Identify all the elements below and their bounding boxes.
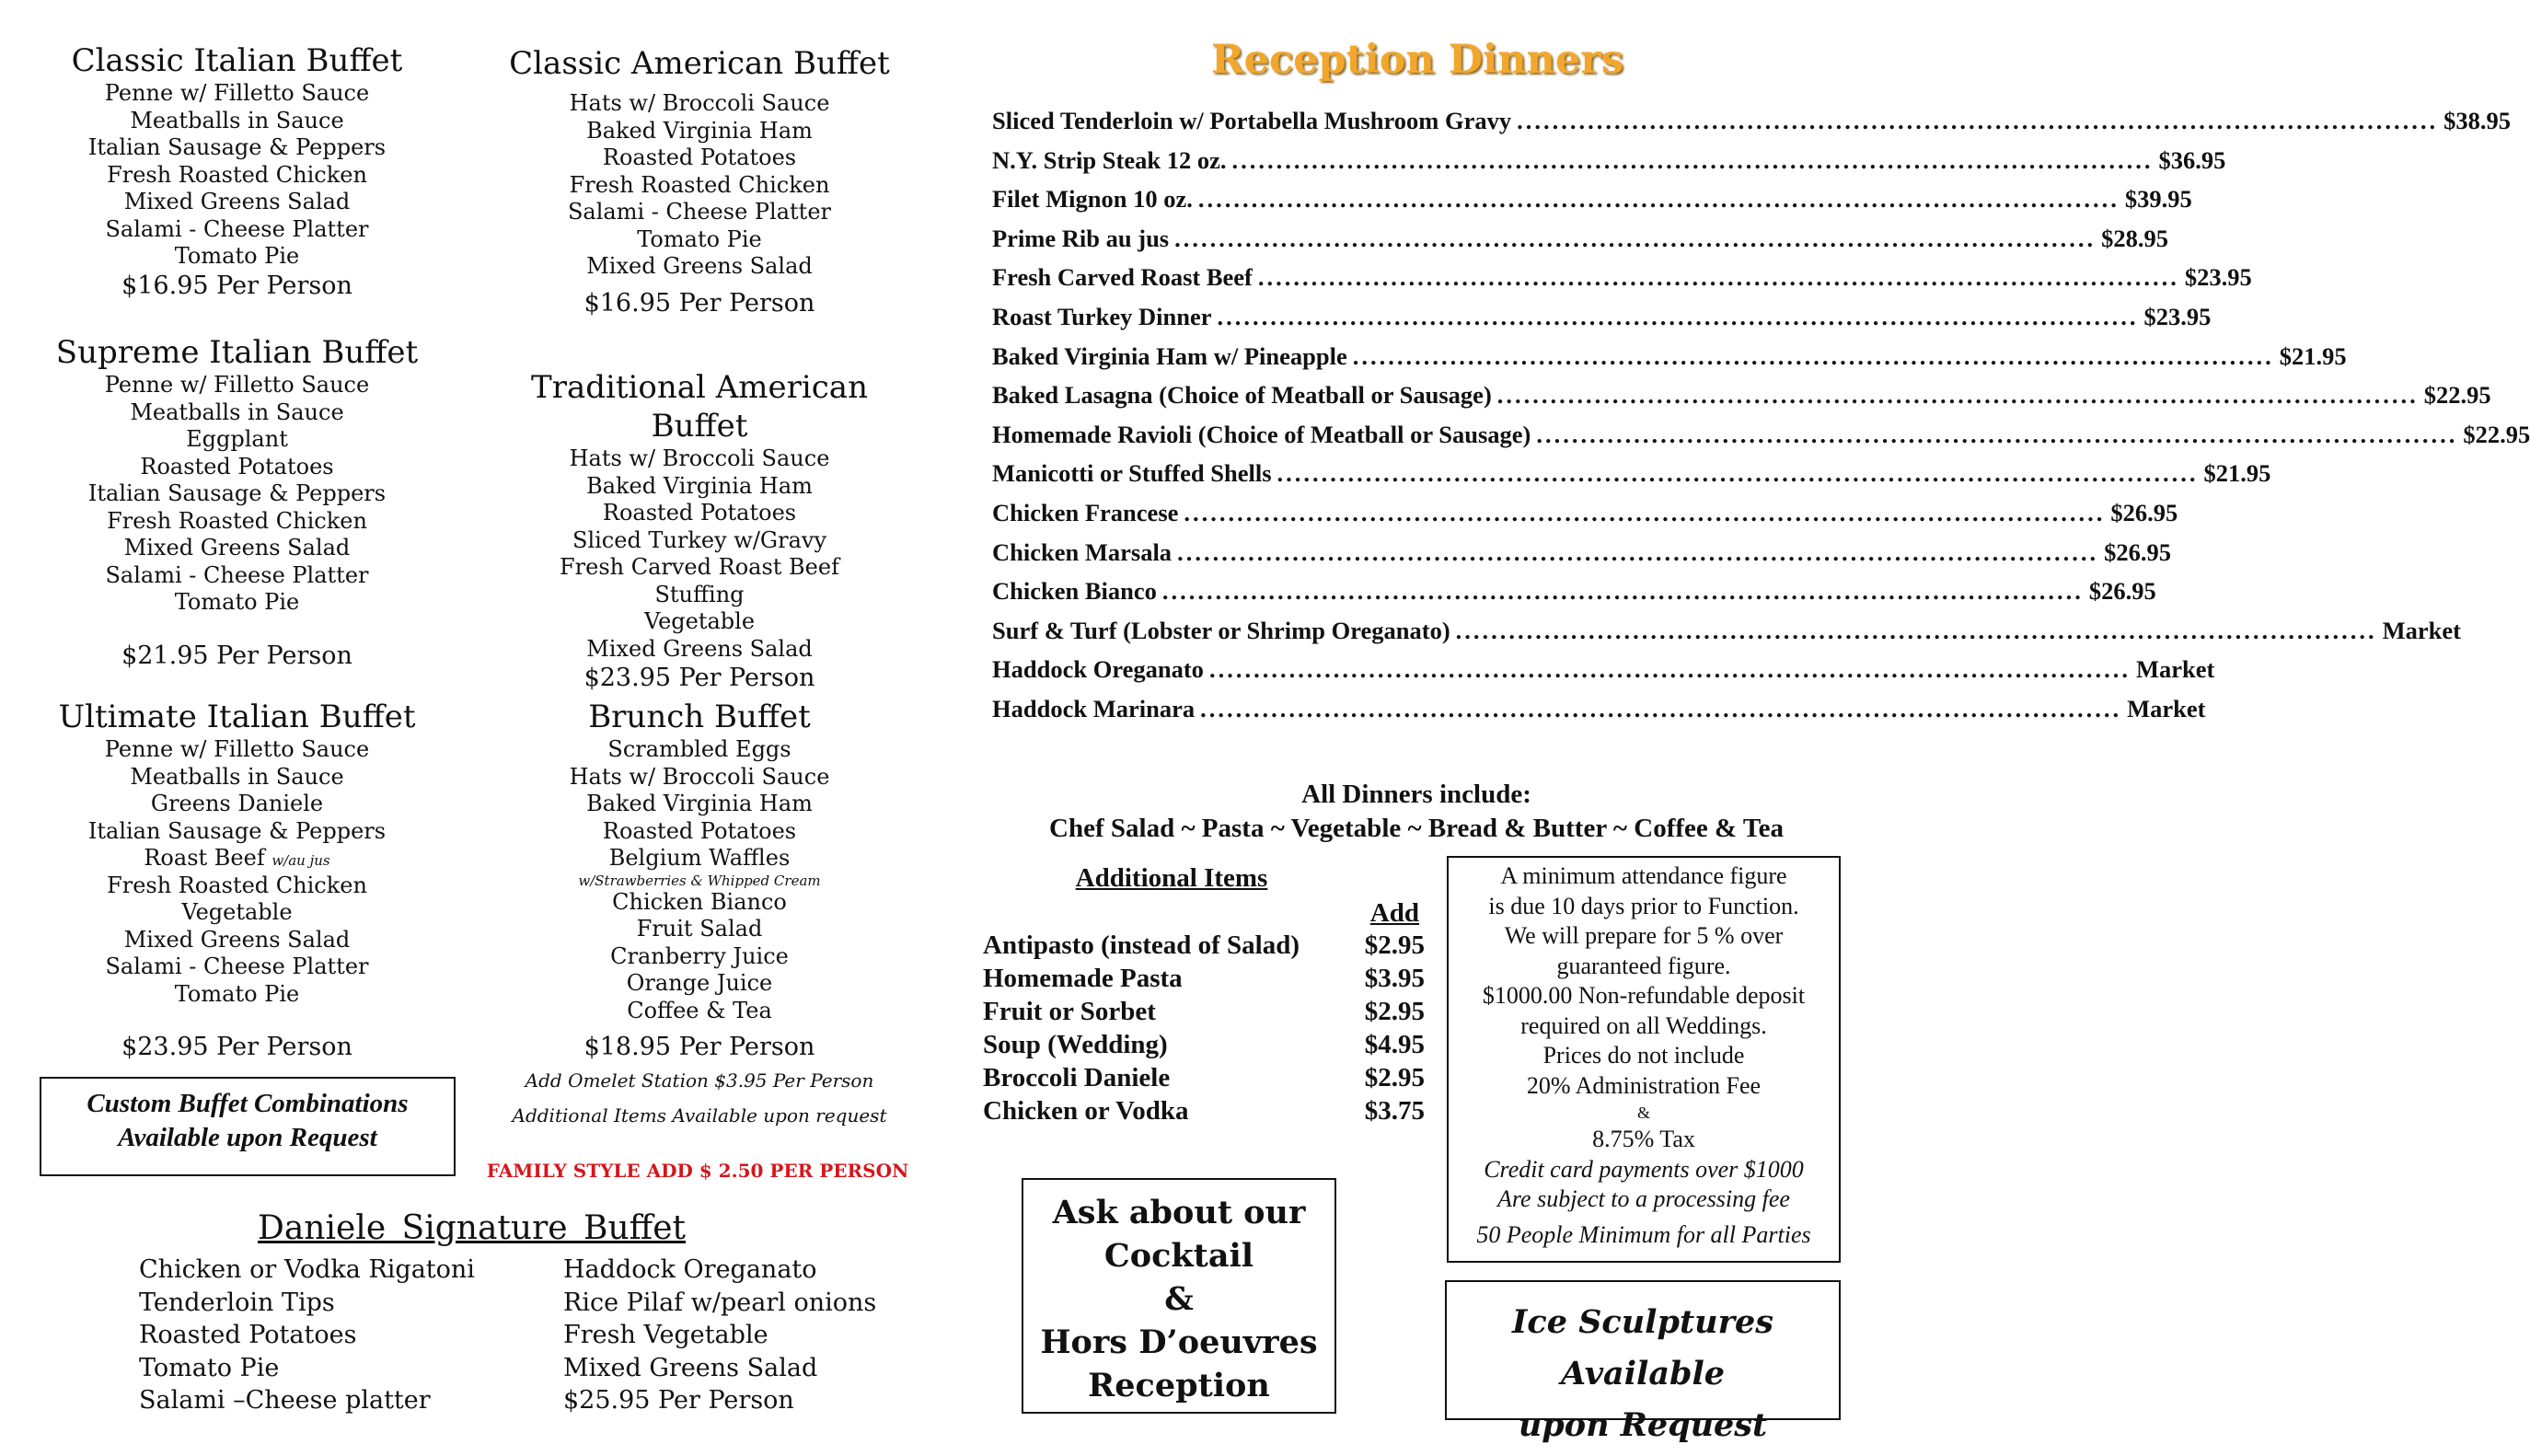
policy-italic-line: Credit card payments over $1000 — [1484, 1155, 1804, 1183]
dinner-row — [992, 498, 2178, 538]
menu-item: Italian Sausage & Peppers — [87, 480, 387, 506]
cocktail-line: Cocktail — [1103, 1237, 1254, 1275]
section-title: Traditional American Buffet — [531, 369, 868, 445]
section-title: Brunch Buffet — [588, 699, 811, 735]
additional-items-table — [983, 863, 1425, 1127]
cocktail-line: & — [1164, 1280, 1194, 1318]
additional-item-row — [983, 962, 1425, 995]
omelet-note: Add Omelet Station $3.95 Per Person — [525, 1069, 874, 1092]
section-title: Classic American Buffet — [509, 45, 890, 82]
cocktail-line: Hors D’oeuvres — [1040, 1323, 1318, 1361]
dot-leader: ........................................................................................................ — [1161, 577, 2084, 606]
policy-line: guaranteed figure. — [1556, 952, 1731, 979]
cocktail-reception-box — [1022, 1178, 1336, 1414]
menu-item: Fresh Carved Roast Beef — [560, 554, 839, 580]
menu-item: Italian Sausage & Peppers — [87, 817, 387, 844]
policy-line: $1000.00 Non-refundable deposit — [1482, 982, 1806, 1009]
dot-leader: ........................................................................................................ — [1496, 381, 2419, 410]
menu-item: Tomato Pie — [637, 225, 762, 252]
dinner-price: $26.95 — [2110, 498, 2178, 526]
additional-note: Additional Items Available upon request — [512, 1104, 887, 1127]
menu-item: Chicken Bianco — [612, 888, 787, 915]
traditional-american-buffet — [497, 368, 902, 694]
buffet-price: $23.95 Per Person — [583, 664, 815, 692]
dinner-name: Haddock Oreganato — [992, 655, 1204, 684]
dinner-name: N.Y. Strip Steak 12 oz. — [992, 145, 1227, 174]
signature-items-right — [563, 1254, 876, 1417]
dot-leader: ........................................................................................................ — [1517, 107, 2439, 134]
menu-item: Vegetable — [181, 899, 293, 925]
menu-item: Tomato Pie — [139, 1353, 280, 1382]
dinner-row — [992, 107, 2511, 146]
menu-item: Greens Daniele — [150, 791, 324, 816]
additional-item-price: $3.95 — [1364, 964, 1425, 993]
section-title: Supreme Italian Buffet — [55, 334, 419, 371]
policy-line: We will prepare for 5 % over — [1504, 922, 1784, 949]
dinner-price: $23.95 — [2184, 263, 2252, 292]
signature-price: $25.95 Per Person — [563, 1386, 794, 1415]
dinner-price: $21.95 — [2279, 341, 2347, 370]
dot-leader: ........................................................................................................ — [1217, 302, 2139, 330]
dot-leader: ........................................................................................................ — [1184, 498, 2106, 526]
menu-item: Stuffing — [654, 581, 745, 607]
custom-buffet-box — [40, 1077, 456, 1176]
dinner-name: Manicotti or Stuffed Shells — [992, 459, 1272, 488]
section-title: Ultimate Italian Buffet — [58, 699, 416, 735]
ice-line-1: Ice Sculptures Available — [1512, 1303, 1773, 1392]
waffle-note: w/Strawberries & Whipped Cream — [578, 872, 821, 889]
dinner-price: $26.95 — [2088, 577, 2156, 606]
dinner-price: $36.95 — [2158, 145, 2226, 174]
policy-box — [1447, 856, 1841, 1263]
ice-line-2: upon Request — [1518, 1406, 1768, 1444]
dinner-row — [992, 224, 2168, 264]
classic-italian-buffet — [55, 41, 419, 302]
signature-items-left — [139, 1254, 475, 1417]
menu-item-roast-beef — [55, 845, 419, 872]
menu-item: Meatballs in Sauce — [130, 763, 344, 790]
menu-item: Mixed Greens Salad — [123, 189, 351, 214]
dinner-name: Baked Lasagna (Choice of Meatball or Sausage) — [992, 381, 1492, 410]
dinner-name: Sliced Tenderloin w/ Portabella Mushroom Gravy — [992, 107, 1512, 134]
policy-ampersand: & — [1636, 1104, 1650, 1122]
policy-line: Prices do not include — [1542, 1042, 1745, 1069]
menu-item: Roasted Potatoes — [602, 144, 797, 170]
dinner-price: $26.95 — [2104, 537, 2171, 566]
policy-line: 20% Administration Fee — [1526, 1071, 1762, 1099]
family-style-note: FAMILY STYLE ADD $ 2.50 PER PERSON — [486, 1160, 909, 1182]
menu-item: Belgium Waffles — [608, 845, 791, 871]
policy-italic-line: Are subject to a processing fee — [1497, 1185, 1790, 1212]
dinner-price: $28.95 — [2101, 224, 2168, 252]
buffet-price: $16.95 Per Person — [121, 271, 352, 300]
menu-item: Tomato Pie — [174, 980, 300, 1007]
dinner-price: $21.95 — [2203, 459, 2271, 488]
menu-item: Salami - Cheese Platter — [105, 561, 369, 588]
menu-item: Hats w/ Broccoli Sauce — [569, 445, 830, 471]
dot-leader: ........................................................................................................ — [1277, 459, 2199, 488]
dinner-row — [992, 616, 2461, 656]
additional-item-name: Soup (Wedding) — [983, 1030, 1168, 1059]
dot-leader: ........................................................................................................ — [1257, 263, 2179, 292]
dinner-price: Market — [2135, 655, 2215, 684]
cocktail-line: Reception — [1088, 1367, 1270, 1404]
dot-leader: ........................................................................................................ — [1352, 341, 2274, 370]
policy-line: A minimum attendance figure — [1500, 862, 1787, 889]
dinner-row — [992, 185, 2192, 225]
dinner-name: Roast Turkey Dinner — [992, 302, 1212, 330]
menu-item: Baked Virginia Ham — [586, 117, 813, 144]
menu-item: Hats w/ Broccoli Sauce — [569, 763, 830, 790]
dinner-name: Homemade Ravioli (Choice of Meatball or Sausage) — [992, 420, 1531, 448]
classic-american-buffet — [497, 44, 902, 319]
additional-item-name: Chicken or Vodka — [983, 1096, 1189, 1126]
menu-item: Mixed Greens Salad — [586, 635, 813, 662]
dinner-row — [992, 381, 2491, 421]
dinner-name: Chicken Bianco — [992, 577, 1157, 606]
dinner-row — [992, 459, 2271, 499]
dinner-name: Baked Virginia Ham w/ Pineapple — [992, 341, 1347, 370]
menu-item: Baked Virginia Ham — [586, 472, 813, 499]
dinner-name: Filet Mignon 10 oz. — [992, 185, 1193, 214]
menu-item: Haddock Oreganato — [563, 1255, 817, 1284]
dot-leader: ........................................................................................................ — [1208, 655, 2131, 684]
menu-item: Fresh Roasted Chicken — [107, 161, 367, 188]
dinner-price: Market — [2382, 616, 2461, 644]
policy-tax: 8.75% Tax — [1592, 1126, 1695, 1152]
additional-item-name: Homemade Pasta — [983, 964, 1183, 993]
menu-item: Salami –Cheese platter — [139, 1386, 431, 1415]
menu-item: Tenderloin Tips — [139, 1288, 335, 1317]
dot-leader: ........................................................................................................ — [1174, 224, 2097, 252]
menu-item: Fresh Roasted Chicken — [569, 171, 830, 198]
dinner-price: $23.95 — [2143, 302, 2212, 330]
additional-item-price: $2.95 — [1364, 997, 1425, 1026]
menu-item: Fresh Vegetable — [563, 1321, 768, 1349]
policy-line: required on all Weddings. — [1520, 1011, 1767, 1039]
dinner-name: Chicken Francese — [992, 498, 1179, 526]
menu-item: Baked Virginia Ham — [586, 791, 813, 816]
buffet-price: $18.95 Per Person — [583, 1033, 815, 1061]
additional-item-price: $2.95 — [1364, 930, 1425, 960]
menu-item: Salami - Cheese Platter — [105, 215, 369, 242]
additional-item-price: $4.95 — [1364, 1030, 1425, 1059]
menu-item: Salami - Cheese Platter — [567, 199, 831, 225]
menu-item: Mixed Greens Salad — [123, 535, 351, 560]
dinner-row — [992, 537, 2171, 578]
additional-item-name: Broccoli Daniele — [983, 1063, 1171, 1092]
menu-item: Roasted Potatoes — [140, 453, 334, 480]
custom-line-1: Custom Buffet Combinations — [87, 1089, 409, 1118]
menu-item: Rice Pilaf w/pearl onions — [563, 1288, 877, 1317]
supreme-italian-buffet — [55, 333, 419, 672]
section-title: Classic Italian Buffet — [71, 42, 403, 79]
menu-item: Hats w/ Broccoli Sauce — [569, 90, 830, 116]
menu-item: Sliced Turkey w/Gravy — [572, 526, 826, 553]
additional-item-name: Fruit or Sorbet — [983, 997, 1156, 1026]
dinner-row — [992, 341, 2347, 382]
add-column-header: Add — [1369, 898, 1419, 928]
dot-leader: ........................................................................................................ — [1536, 420, 2458, 448]
dinner-price: $22.95 — [2423, 381, 2491, 410]
menu-item: Cranberry Juice — [610, 942, 789, 969]
policy-line: is due 10 days prior to Function. — [1488, 892, 1799, 919]
additional-item-price: $3.75 — [1364, 1096, 1425, 1126]
dot-leader: ........................................................................................................ — [1177, 537, 2099, 566]
additional-item-row — [983, 1061, 1425, 1094]
dinner-row — [992, 420, 2530, 460]
dinner-price: $38.95 — [2443, 107, 2511, 134]
menu-item: Roasted Potatoes — [139, 1321, 357, 1349]
dinner-price: $22.95 — [2463, 420, 2530, 448]
dinner-row — [992, 263, 2252, 303]
menu-item: Mixed Greens Salad — [123, 926, 351, 953]
roast-beef-note: w/au jus — [271, 852, 330, 869]
dot-leader: ........................................................................................................ — [1455, 616, 2377, 644]
menu-item: Coffee & Tea — [627, 997, 772, 1023]
additional-item-row — [983, 929, 1425, 962]
menu-item: Penne w/ Filletto Sauce — [104, 372, 370, 398]
additional-items-title: Additional Items — [1075, 863, 1268, 893]
menu-item: Mixed Greens Salad — [586, 253, 813, 279]
menu-item: Orange Juice — [626, 970, 773, 996]
menu-item: Roasted Potatoes — [602, 500, 797, 526]
menu-item: Eggplant — [186, 426, 288, 452]
additional-item-row — [983, 995, 1425, 1028]
menu-item: Fruit Salad — [636, 916, 763, 942]
dinner-row — [992, 655, 2215, 695]
menu-item: Meatballs in Sauce — [130, 107, 344, 133]
menu-item: Scrambled Eggs — [607, 736, 791, 762]
dinner-row — [992, 145, 2226, 186]
reception-dinners-title: Reception Dinners — [1210, 37, 1624, 83]
dot-leader: ........................................................................................................ — [1197, 185, 2120, 214]
dinner-price: $39.95 — [2124, 185, 2192, 214]
additional-item-row — [983, 1094, 1425, 1127]
additional-item-row — [983, 1028, 1425, 1061]
buffet-price: $21.95 Per Person — [121, 641, 352, 670]
menu-item: Roasted Potatoes — [602, 817, 797, 844]
dinner-name: Haddock Marinara — [992, 694, 1196, 722]
dot-leader: ........................................................................................................ — [1200, 694, 2122, 722]
includes-line: Chef Salad ~ Pasta ~ Vegetable ~ Bread & Butter ~ Coffee & Tea — [1049, 814, 1784, 843]
dinner-row — [992, 302, 2212, 342]
additional-item-price: $2.95 — [1364, 1063, 1425, 1092]
dinners-include-block — [992, 778, 1841, 846]
menu-item: Fresh Roasted Chicken — [107, 872, 367, 898]
menu-item: Penne w/ Filletto Sauce — [104, 80, 370, 106]
signature-buffet-title: Daniele Signature Buffet — [257, 1209, 687, 1247]
menu-item: Tomato Pie — [174, 243, 300, 269]
ultimate-italian-buffet — [55, 698, 419, 1063]
menu-item: Penne w/ Filletto Sauce — [104, 736, 370, 762]
menu-item: Tomato Pie — [174, 589, 300, 615]
roast-beef-label: Roast Beef — [144, 845, 265, 871]
menu-item: Fresh Roasted Chicken — [107, 507, 367, 534]
dinner-price: Market — [2127, 694, 2206, 722]
dinner-row — [992, 694, 2206, 734]
dinner-row — [992, 577, 2156, 617]
menu-item: Mixed Greens Salad — [563, 1353, 818, 1382]
dinner-name: Fresh Carved Roast Beef — [992, 263, 1253, 292]
ice-sculptures-box — [1445, 1280, 1841, 1444]
menu-item: Meatballs in Sauce — [130, 399, 344, 425]
menu-item: Chicken or Vodka Rigatoni — [139, 1255, 475, 1284]
cocktail-line: Ask about our — [1052, 1194, 1306, 1231]
includes-heading: All Dinners include: — [1301, 780, 1531, 809]
menu-item: Vegetable — [643, 608, 756, 634]
dinner-name: Prime Rib au jus — [992, 224, 1170, 252]
menu-item: Italian Sausage & Peppers — [87, 134, 387, 160]
dinner-name: Surf & Turf (Lobster or Shrimp Oreganato) — [992, 616, 1450, 644]
brunch-buffet — [497, 698, 902, 1133]
policy-italic-line: 50 People Minimum for all Parties — [1476, 1220, 1811, 1248]
buffet-price: $23.95 Per Person — [121, 1033, 352, 1061]
buffet-price: $16.95 Per Person — [583, 288, 815, 318]
dot-leader: ........................................................................................................ — [1231, 145, 2154, 174]
dinner-name: Chicken Marsala — [992, 537, 1173, 566]
custom-line-2: Available upon Request — [118, 1123, 377, 1152]
additional-item-name: Antipasto (instead of Salad) — [983, 930, 1300, 960]
reception-dinner-list — [992, 107, 2530, 734]
menu-item: Salami - Cheese Platter — [105, 953, 369, 979]
